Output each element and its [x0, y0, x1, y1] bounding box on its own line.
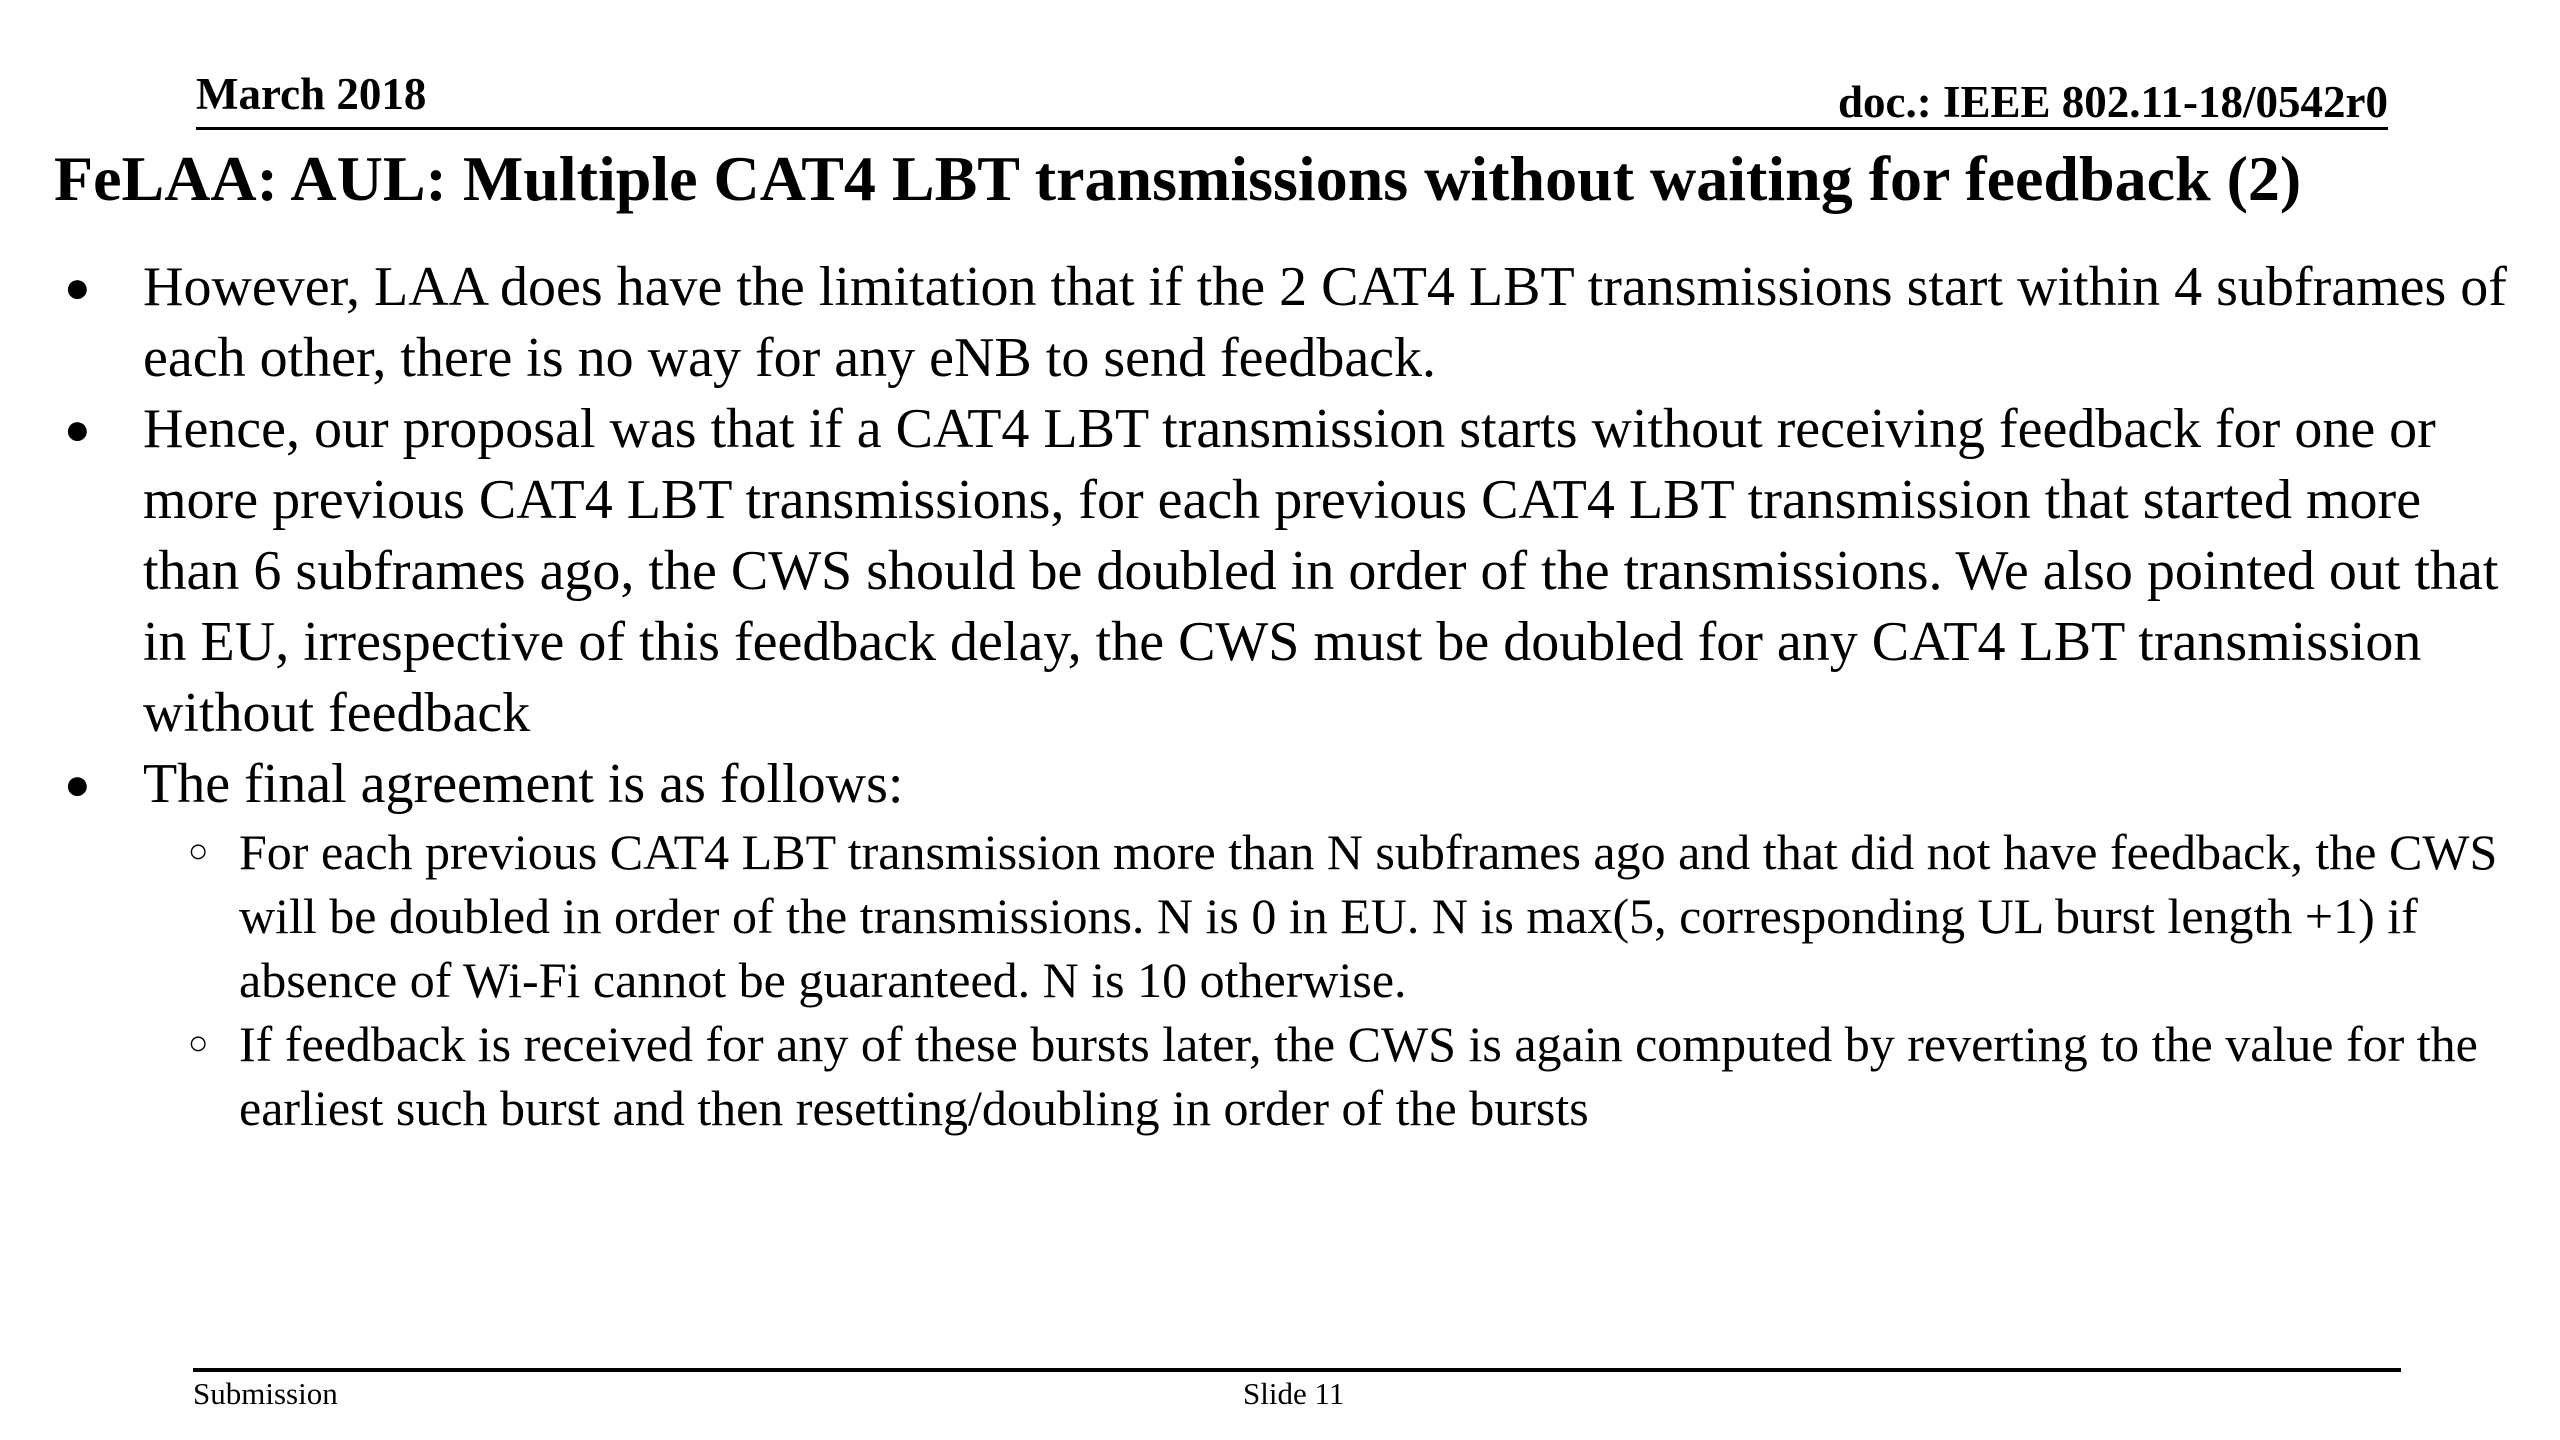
bullet-dot-icon: ● — [64, 760, 91, 809]
bullet-text: Hence, our proposal was that if a CAT4 LBT transmission starts without receiving feedback for one or more previous CAT4 LBT transmissions, for each previous CAT4 LBT transmission that started more than 6 subframes ago, the CWS should be doubled in order of the transmissions. We also pointed out that in EU, irrespective of this feedback delay, the CWS must be doubled for any CAT4 LBT transmission without feedback — [143, 398, 2499, 744]
circle-bullet-icon: ○ — [188, 1025, 209, 1062]
footer-slide-number: Slide 11 — [1243, 1376, 1345, 1411]
sub-bullet-item — [143, 820, 2524, 1012]
bullet-item — [64, 394, 2524, 749]
slide-title: FeLAA: AUL: Multiple CAT4 LBT transmissions without waiting for feedback (2) — [54, 143, 2302, 214]
header-date: March 2018 — [196, 69, 427, 119]
bullet-item — [64, 749, 2524, 1140]
header-doc-id: doc.: IEEE 802.11-18/0542r0 — [1837, 77, 2388, 127]
bullet-dot-icon: ● — [64, 263, 91, 312]
bullet-text: The final agreement is as follows: — [143, 753, 904, 815]
bullet-dot-icon: ● — [64, 405, 91, 454]
bullet-item — [64, 252, 2524, 394]
sub-bullet-text: For each previous CAT4 LBT transmission more than N subframes ago and that did not have feedback, the CWS will be doubled in order of the transmissions. N is 0 in EU. N is max(5, corresponding UL burst length +1) if absence of Wi-Fi cannot be guaranteed. N is 10 otherwise. — [239, 824, 2498, 1008]
sub-bullet-item — [143, 1012, 2524, 1140]
bullet-text: However, LAA does have the limitation that if the 2 CAT4 LBT transmissions start within 4 subframes of each other, there is no way for any eNB to send feedback. — [143, 256, 2507, 389]
bullet-list — [64, 252, 2524, 1140]
footer-submission: Submission — [193, 1376, 338, 1411]
sub-bullet-list — [143, 820, 2524, 1140]
footer-divider — [193, 1368, 2401, 1372]
circle-bullet-icon: ○ — [188, 833, 209, 870]
sub-bullet-text: If feedback is received for any of these bursts later, the CWS is again computed by reverting to the value for the earliest such burst and then resetting/doubling in order of the bursts — [239, 1016, 2478, 1136]
header-divider — [196, 127, 2388, 130]
